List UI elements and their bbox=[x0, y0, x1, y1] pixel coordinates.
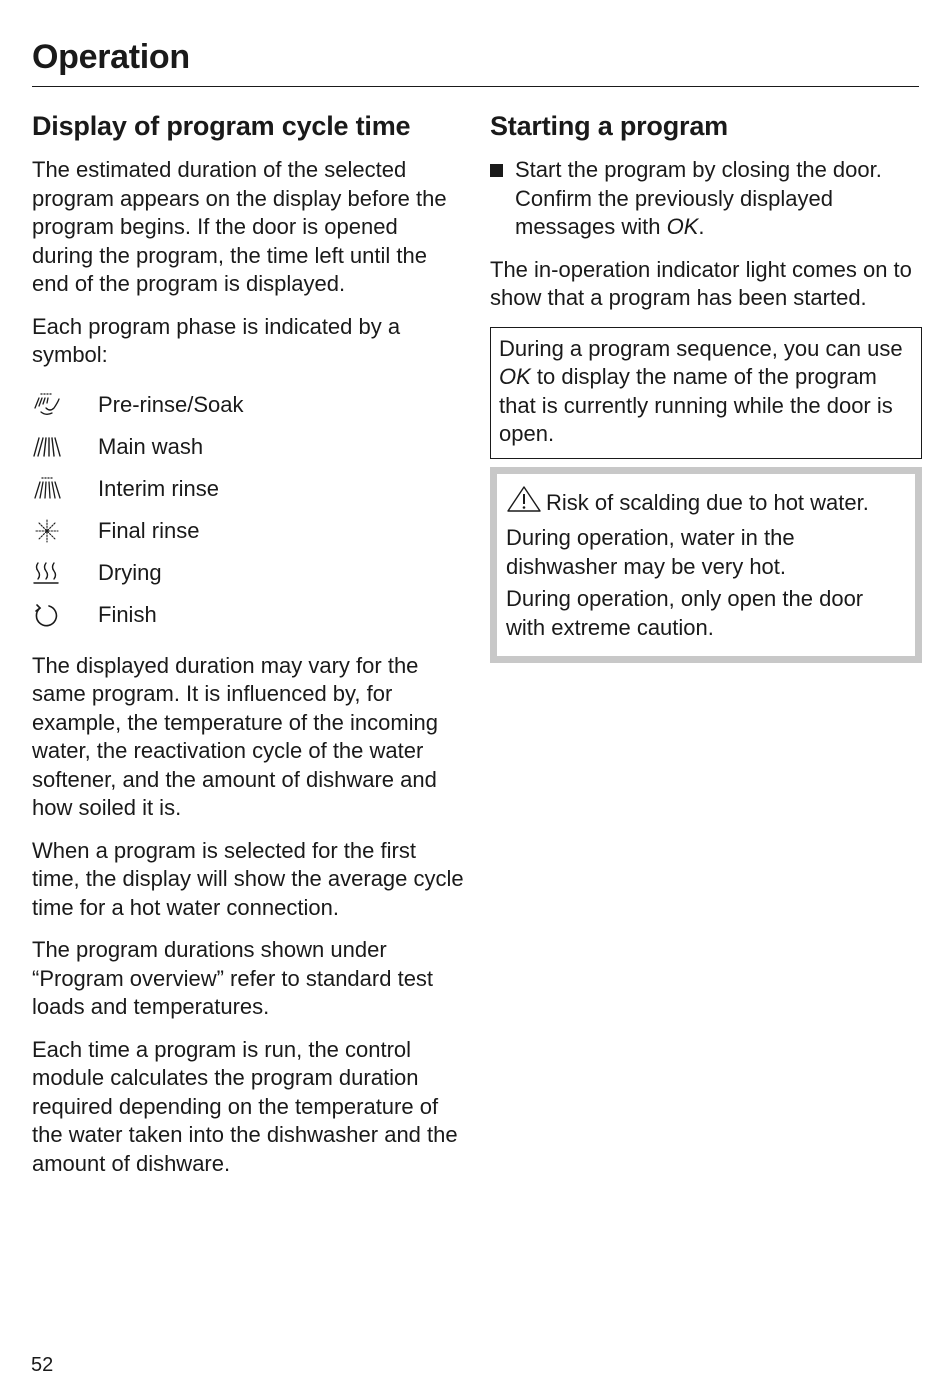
main-wash-icon bbox=[32, 434, 98, 460]
warning-text-scalding: Risk of scalding due to hot water. bbox=[546, 489, 869, 515]
note-text bbox=[499, 335, 913, 449]
page-header bbox=[32, 36, 919, 87]
note-text-end: to display the name of the program that is currently running while the door is open. bbox=[499, 364, 893, 446]
symbol-label: Pre-rinse/Soak bbox=[98, 391, 244, 417]
right-column bbox=[490, 108, 922, 663]
instruction-text bbox=[515, 156, 922, 242]
paragraph-estimated-duration: The estimated duration of the selected program appears on the display before the program begins. If the door is opened during the program, the time left until the end of the program is displayed. bbox=[32, 157, 447, 296]
instruction-confirm-text: Confirm the previously displayed messages with bbox=[515, 185, 833, 239]
symbol-label: Drying bbox=[98, 559, 162, 585]
warning-line-scalding bbox=[506, 485, 906, 521]
warning-triangle-icon bbox=[506, 485, 542, 521]
warning-line-caution: During operation, only open the door with extreme caution. bbox=[506, 586, 864, 640]
section-heading-cycle-time: Display of program cycle time bbox=[32, 111, 411, 141]
symbol-label: Interim rinse bbox=[98, 475, 220, 501]
paragraph-control-module: Each time a program is run, the control module calculates the program duration required depending on the temperature of the water taken into the dishwasher and the amount of dishware. bbox=[32, 1036, 458, 1176]
finish-icon bbox=[32, 602, 98, 628]
symbol-row-finish bbox=[32, 594, 464, 636]
instruction-line-confirm bbox=[515, 185, 922, 242]
final-rinse-icon bbox=[32, 518, 98, 544]
symbol-label: Main wash bbox=[98, 433, 204, 459]
page-number: 52 bbox=[31, 1354, 54, 1376]
symbol-row-main-wash bbox=[32, 426, 464, 468]
symbol-label: Final rinse bbox=[98, 517, 200, 543]
symbol-label: Finish bbox=[98, 601, 157, 627]
bullet-square-icon bbox=[490, 164, 503, 177]
symbol-row-pre-rinse bbox=[32, 384, 464, 426]
interim-rinse-icon bbox=[32, 476, 98, 502]
paragraph-first-selection: When a program is selected for the first time, the display will show the average cycle time for a hot water connection. bbox=[32, 837, 464, 920]
warning-line-hot-water: During operation, water in the dishwasher may be very hot. bbox=[506, 525, 795, 579]
instruction-line-close-door: Start the program by closing the door. bbox=[515, 157, 882, 182]
paragraph-indicator-light: The in-operation indicator light comes on to show that a program has been started. bbox=[490, 256, 912, 310]
instruction-confirm-end: . bbox=[698, 214, 705, 239]
paragraph-program-overview: The program durations shown under “Program overview” refer to standard test loads and temperatures. bbox=[32, 937, 434, 1019]
symbol-row-interim-rinse bbox=[32, 468, 464, 510]
paragraph-duration-varies: The displayed duration may vary for the same program. It is influenced by, for example, the temperature of the incoming water, the reactivation cycle of the water softener, and the amount of dishware and how soiled it is. bbox=[32, 652, 439, 820]
symbol-row-drying bbox=[32, 552, 464, 594]
drying-icon bbox=[32, 560, 98, 586]
ok-label: OK bbox=[499, 364, 531, 389]
warning-box bbox=[490, 467, 922, 664]
program-phase-symbol-list bbox=[32, 384, 464, 636]
paragraph-phase-symbols-intro: Each program phase is indicated by a symbol: bbox=[32, 313, 401, 367]
note-text-start: During a program sequence, you can use bbox=[499, 335, 903, 361]
ok-label: OK bbox=[666, 214, 699, 239]
pre-rinse-soak-icon bbox=[32, 392, 98, 418]
page-title: Operation bbox=[32, 38, 190, 76]
symbol-row-final-rinse bbox=[32, 510, 464, 552]
left-column bbox=[32, 108, 464, 1192]
note-box bbox=[490, 327, 922, 459]
instruction-bullet bbox=[490, 156, 922, 242]
section-heading-starting-program: Starting a program bbox=[490, 111, 728, 141]
